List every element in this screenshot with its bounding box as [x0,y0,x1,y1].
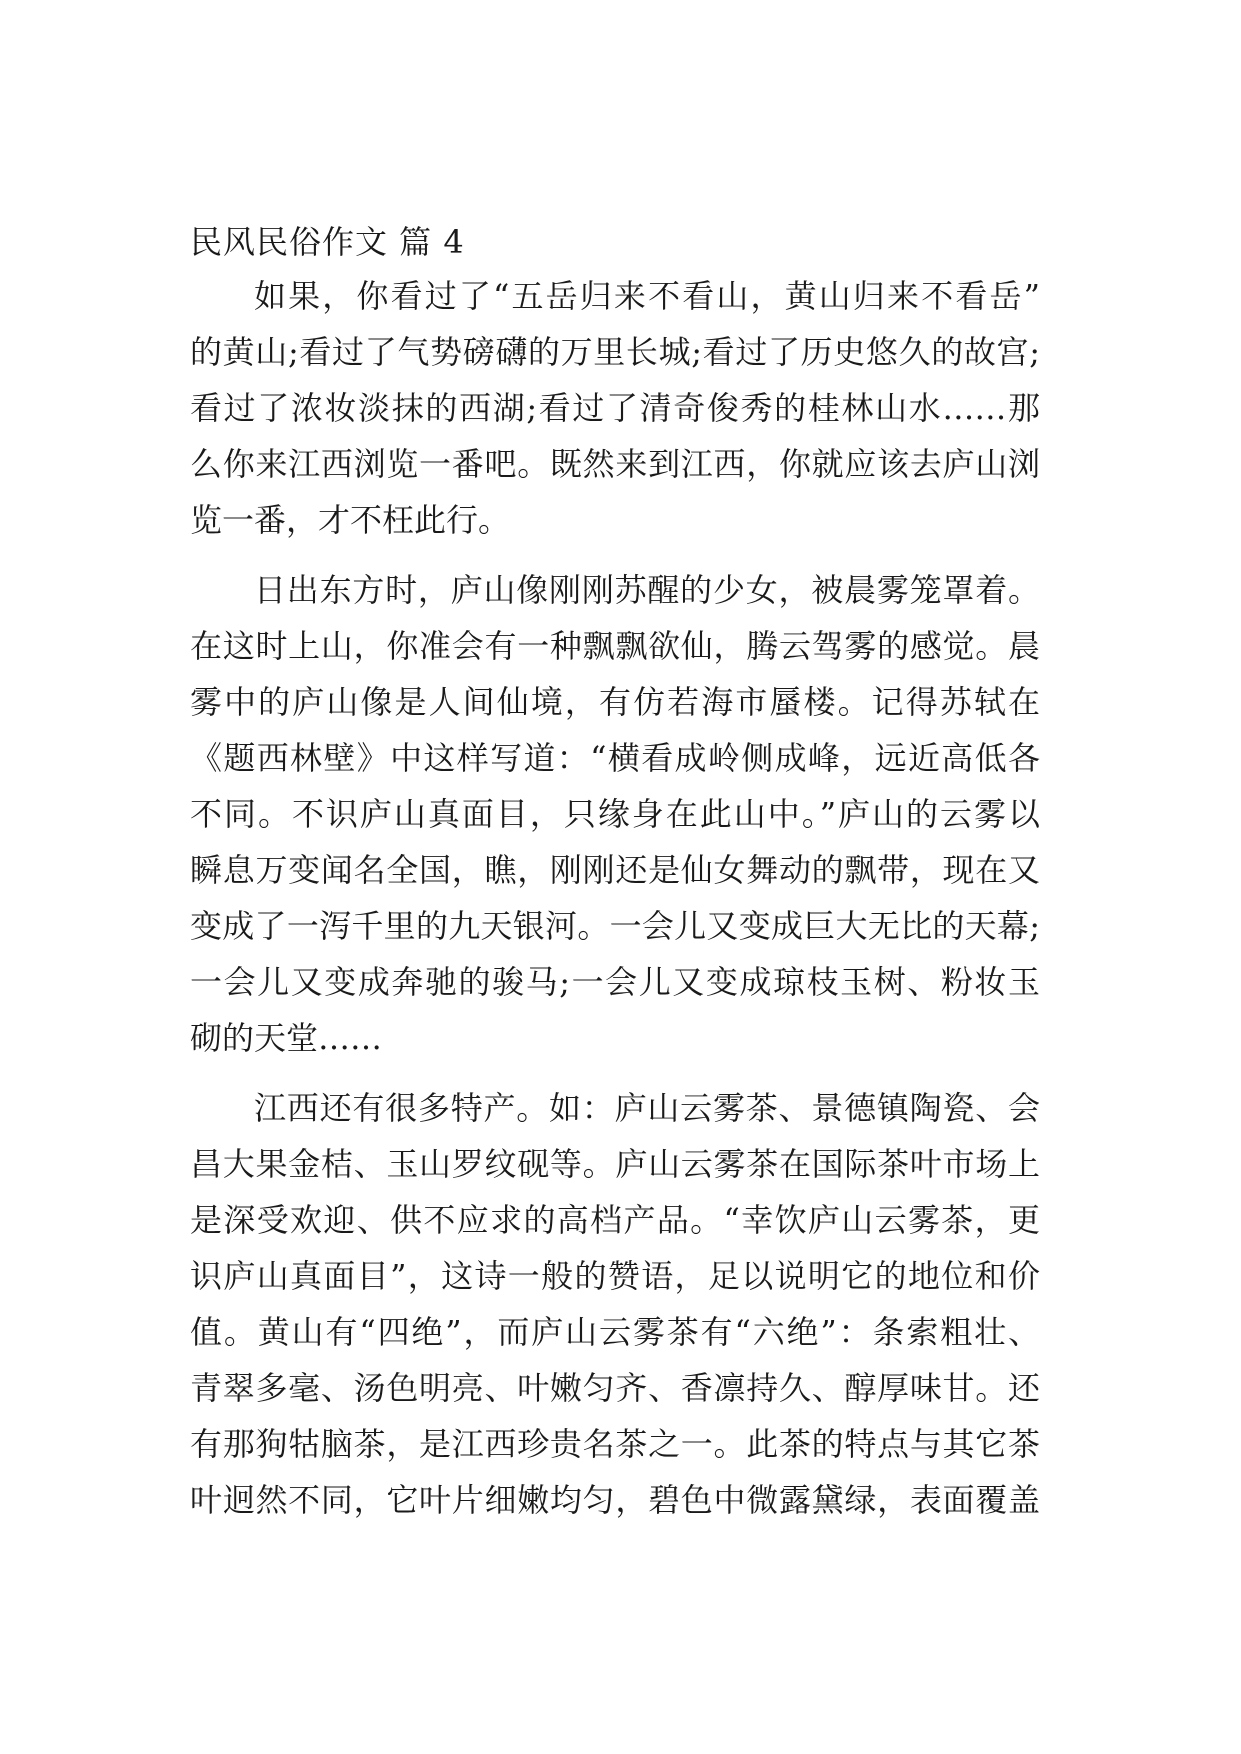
paragraph-2-line-7: 变成了一泻千里的九天银河。一会儿又变成巨大无比的天幕; [190,907,1040,945]
paragraph-2-line-3: 雾中的庐山像是人间仙境，有仿若海市蜃楼。记得苏轼在 [190,683,1040,721]
paragraph-2-line-6: 瞬息万变闻名全国，瞧，刚刚还是仙女舞动的飘带，现在又 [190,851,1040,889]
paragraph-2-line-8: 一会儿又变成奔驰的骏马;一会儿又变成琼枝玉树、粉妆玉 [190,963,1040,1001]
paragraph-2-line-4: 《题西林壁》中这样写道：“横看成岭侧成峰，远近高低各 [190,739,1040,777]
paragraph-3-line-8: 叶迥然不同，它叶片细嫩均匀，碧色中微露黛绿，表面覆盖 [190,1481,1040,1519]
paragraph-1-line-2: 的黄山;看过了气势磅礴的万里长城;看过了历史悠久的故宫; [190,333,1040,371]
paragraph-2-line-1: 日出东方时，庐山像刚刚苏醒的少女，被晨雾笼罩着。 [254,571,1040,609]
paragraph-2-line-9: 砌的天堂…… [190,1019,383,1057]
paragraph-3-line-6: 青翠多毫、汤色明亮、叶嫩匀齐、香凛持久、醇厚味甘。还 [190,1369,1040,1407]
paragraph-3-line-4: 识庐山真面目”，这诗一般的赞语，足以说明它的地位和价 [190,1257,1040,1295]
paragraph-3-line-5: 值。黄山有“四绝”，而庐山云雾茶有“六绝”：条索粗壮、 [190,1313,1040,1351]
paragraph-3-line-2: 昌大果金桔、玉山罗纹砚等。庐山云雾茶在国际茶叶市场上 [190,1145,1040,1183]
paragraph-2-line-2: 在这时上山，你准会有一种飘飘欲仙，腾云驾雾的感觉。晨 [190,627,1040,665]
paragraph-3-line-7: 有那狗牯脑茶，是江西珍贵名茶之一。此茶的特点与其它茶 [190,1425,1040,1463]
paragraph-3-line-3: 是深受欢迎、供不应求的高档产品。“幸饮庐山云雾茶，更 [190,1201,1040,1239]
document-title: 民风民俗作文 篇 4 [190,223,465,261]
paragraph-3-line-1: 江西还有很多特产。如：庐山云雾茶、景德镇陶瓷、会 [254,1089,1040,1127]
paragraph-1-line-3: 看过了浓妆淡抹的西湖;看过了清奇俊秀的桂林山水……那 [190,389,1040,427]
paragraph-1-line-4: 么你来江西浏览一番吧。既然来到江西，你就应该去庐山浏 [190,445,1040,483]
paragraph-2-line-5: 不同。不识庐山真面目，只缘身在此山中。”庐山的云雾以 [190,795,1040,833]
paragraph-1-line-5: 览一番，才不枉此行。 [190,501,511,539]
paragraph-1-line-1: 如果，你看过了“五岳归来不看山，黄山归来不看岳” [254,277,1040,315]
